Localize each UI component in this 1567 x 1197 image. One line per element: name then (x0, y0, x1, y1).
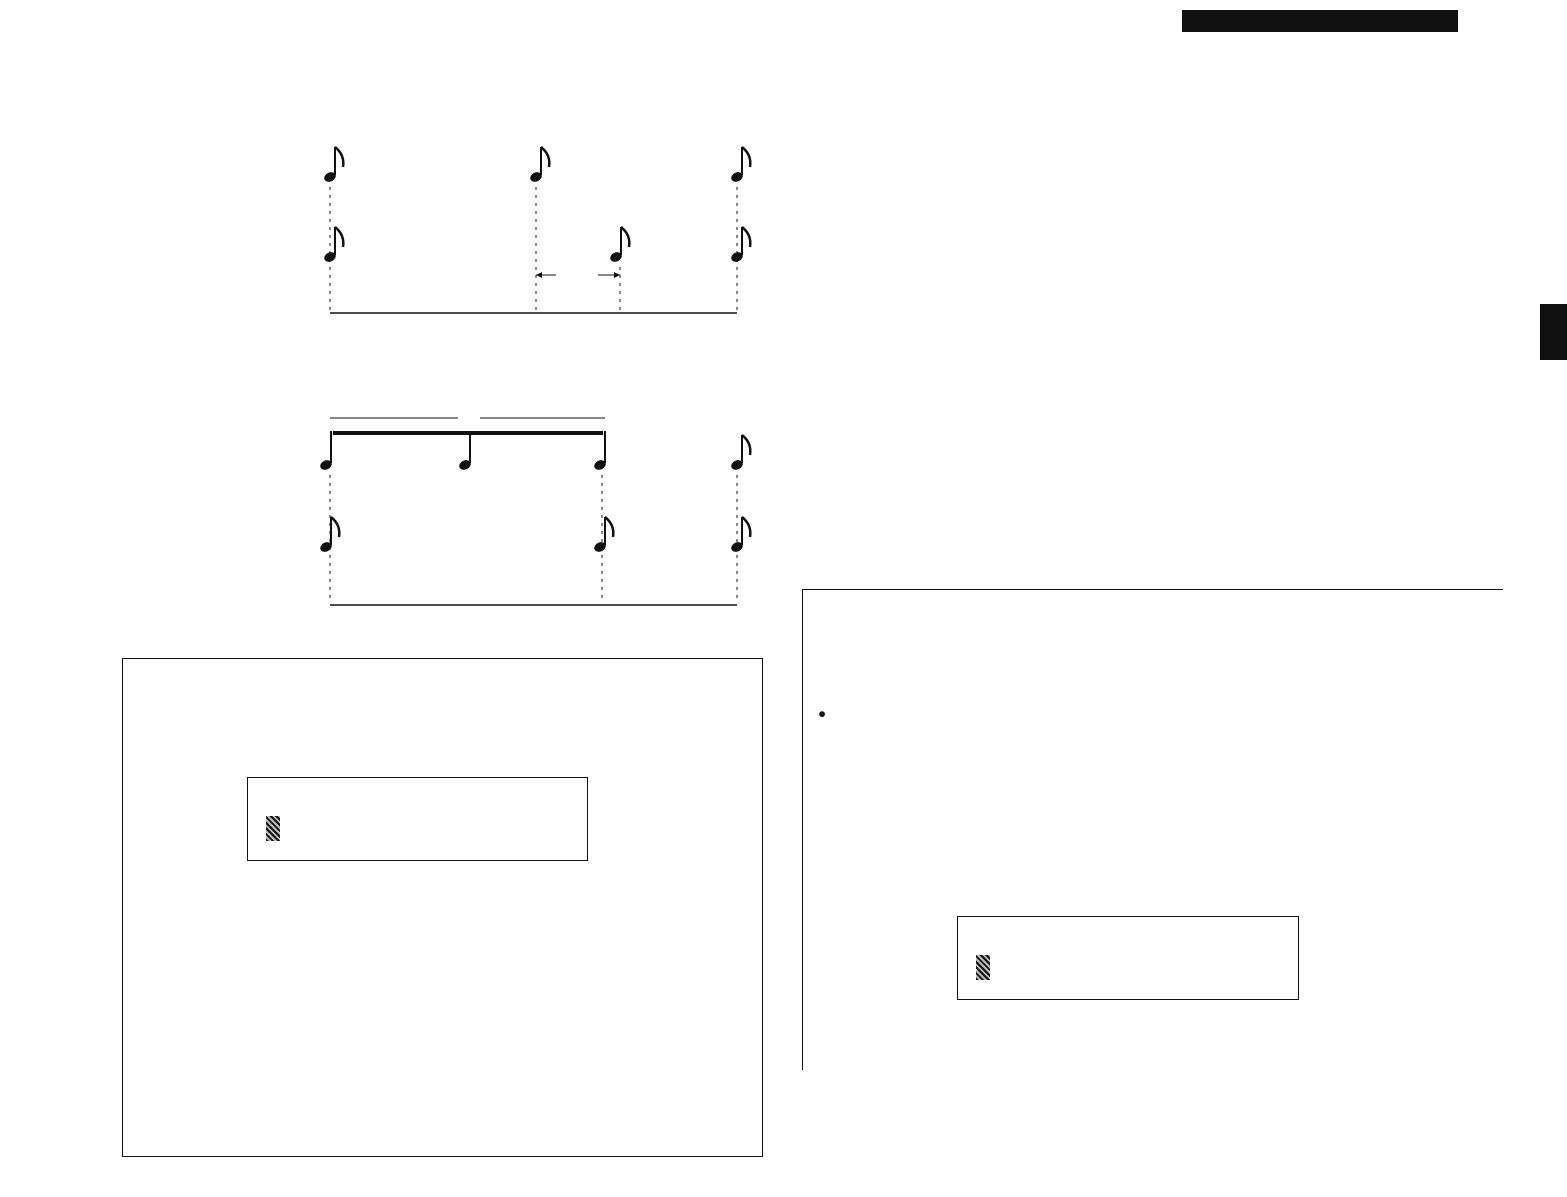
procedure-box-left (122, 658, 763, 1157)
bullet-icon: ● (818, 706, 827, 721)
swing-timing-diagram (140, 95, 780, 655)
eighth-note-icon (730, 227, 751, 264)
eighth-note-icon (593, 517, 614, 554)
lcd-cursor-icon (976, 955, 990, 980)
eighth-note-icon (323, 147, 344, 184)
eighth-note-icon (730, 435, 751, 472)
quarter-note-icon (319, 431, 334, 472)
eighth-note-icon (529, 147, 550, 184)
eighth-note-icon (319, 517, 340, 554)
eighth-note-icon (730, 517, 751, 554)
lcd-display-copy (957, 916, 1299, 1000)
side-thumb-tab (1540, 304, 1567, 360)
eighth-note-icon (323, 227, 344, 264)
eighth-note-icon (609, 227, 630, 264)
eighth-note-icon (730, 147, 751, 184)
quarter-note-icon (593, 431, 608, 472)
lcd-cursor-icon (266, 816, 280, 841)
section-header-tab (1182, 10, 1458, 32)
lcd-display-swing (247, 777, 588, 861)
quarter-note-icon (458, 431, 473, 472)
